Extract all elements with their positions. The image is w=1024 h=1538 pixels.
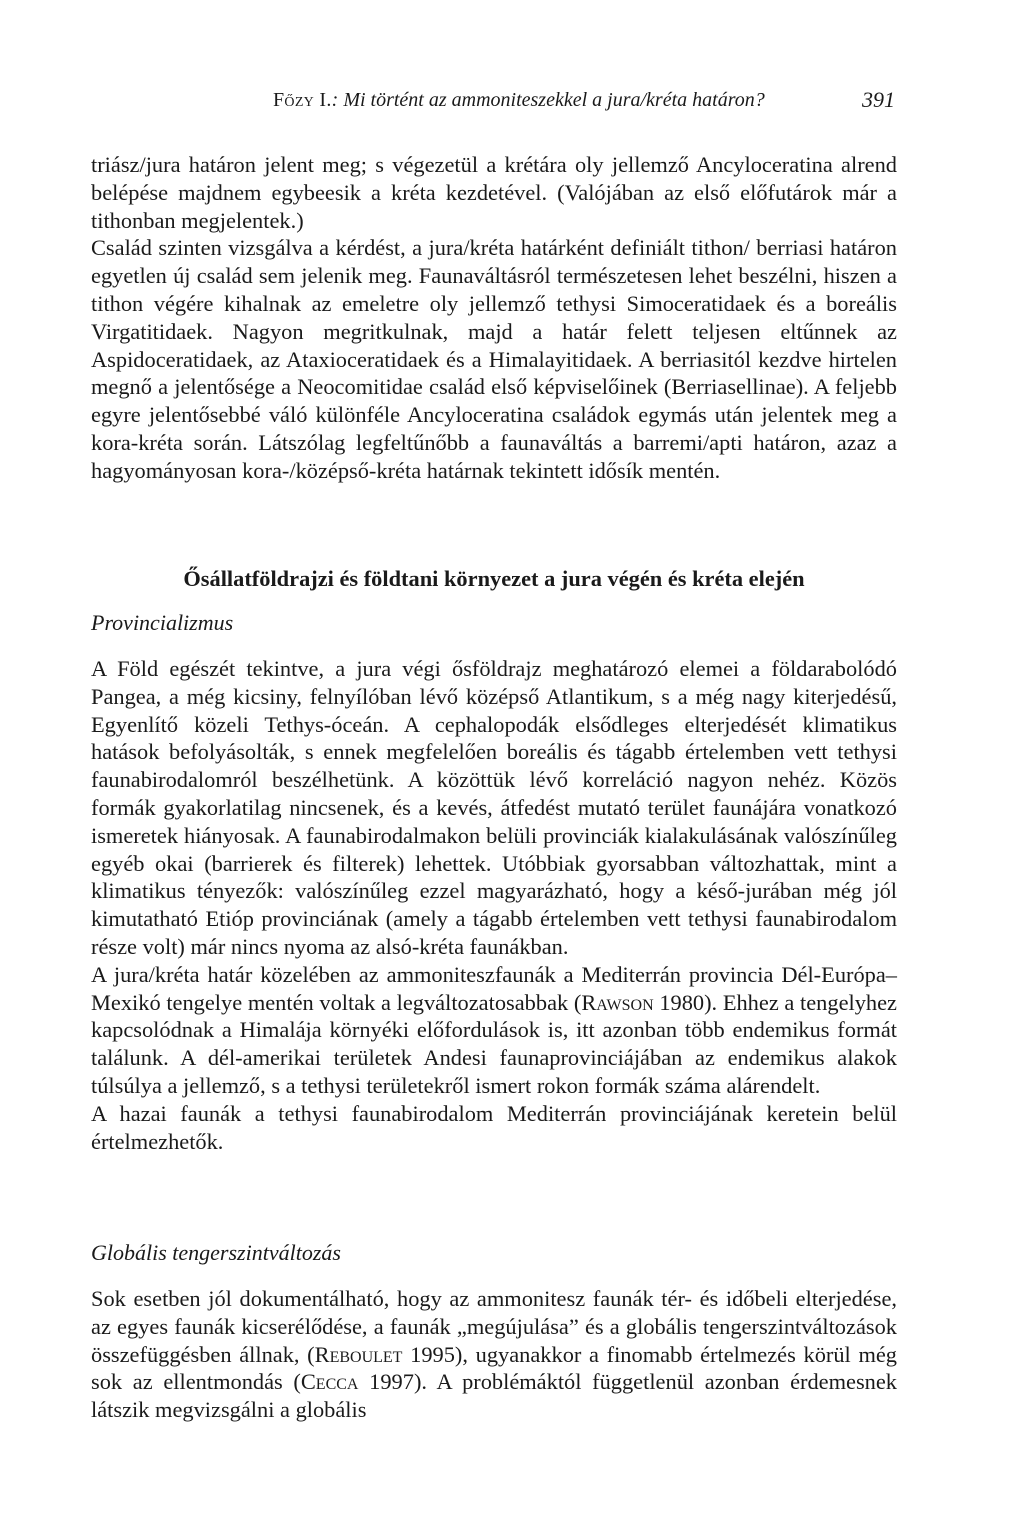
paragraph-provincialism-2-b: 1980). Ehhez a tengelyhez kapcsolódnak a Himalája környéki előfordulások is, itt azonban több endemikus formát találunk. A dél-amerikai területek Andesi faunaprovinciájában az endemikus alakok túlsúlya a jellemző, s a tethysi területekről ismert rokon formák száma alárendelt. xyxy=(91,989,897,1098)
top-text-block xyxy=(91,151,897,485)
subheading-sea-level: Globális tengerszintváltozás xyxy=(91,1240,341,1265)
paragraph-continued: triász/jura határon jelent meg; s végezetül a krétára oly jellemző Ancyloceratina alrend belépése majdnem egybeesik a kréta kezdetével. (Valójában az első előfutárok már a tithonban megjelentek.) xyxy=(91,152,897,233)
page-number: 391 xyxy=(862,87,895,112)
header-title: : Mi történt az ammoniteszekkel a jura/kréta határon? xyxy=(331,89,765,111)
sea-level-text-block xyxy=(91,1285,897,1424)
citation-reboulet: Reboulet xyxy=(314,1341,403,1367)
provincialism-text-block xyxy=(91,655,897,1155)
paragraph-sea-level-1-a: Sok esetben jól dokumentálható, hogy az ammonitesz faunák tér- és időbeli elterjedése, az egyes faunák kicserélődése, a faunák „megújulása” és a globális tengerszintváltozások összefüggésben állnak, ( xyxy=(91,1286,897,1367)
paragraph-sea-level-1-b: 1995), ugyanakkor a finomabb értelmezés körül még sok az ellentmondás ( xyxy=(91,1341,897,1395)
paragraph-provincialism-3: A hazai faunák a tethysi faunabirodalom Mediterrán provinciájának keretein belül értelmezhetők. xyxy=(91,1100,897,1154)
citation-rawson: Rawson xyxy=(581,989,654,1015)
paragraph-sea-level-1 xyxy=(91,1285,897,1424)
paragraph-sea-level-1-c: 1997). A problémáktól függetlenül azonban érdemesnek látszik megvizsgálni a globális xyxy=(91,1369,897,1423)
subheading-provincialism: Provincializmus xyxy=(91,610,234,635)
paragraph-provincialism-2 xyxy=(91,961,897,1100)
paragraph-provincialism-1: A Föld egészét tekintve, a jura végi ősföldrajz meghatározó elemei a földarabolódó Pangea, a még kicsiny, felnyílóban lévő középső Atlantikum, s a még nagy kiterjedésű, Egyenlítő közeli Tethys-óceán. A cephalopodák elsődleges elterjedését klimatikus hatások befolyásolták, s ennek megfelelően boreális és tágabb értelemben vett tethysi faunabirodalomról beszélhetünk. A közöttük lévő korreláció nagyon nehéz. Közös formák gyakorlatilag nincsenek, és a kevés, átfedést mutató terület faunájára vonatkozó ismeretek hiányosak. A faunabirodalmakon belüli provinciák kialakulásának valószínűleg egyéb okai (barrierek és filterek) lehettek. Utóbbiak gyorsabban változhattak, mint a klimatikus tényezők: valószínűleg ezzel magyarázható, hogy a késő-jurában még jól kimutatható Etióp provinciának (amely a tágabb értelemben vett tethysi faunabirodalom része volt) már nincs nyoma az alsó-kréta faunákban. xyxy=(91,656,897,959)
header-author: Főzy I. xyxy=(273,89,332,111)
paragraph-family-level: Család szinten vizsgálva a kérdést, a jura/kréta határként definiált tithon/ berriasi határon egyetlen új család sem jelenik meg. Faunaváltásról természetesen lehet beszélni, hiszen a tithon végére kihalnak az emeletre oly jellemző tethysi Simoceratidaek és a boreális Virgatitidaek. Nagyon megritkulnak, majd a határ felett teljesen eltűnnek az Aspidoceratidaek, az Ataxioceratidaek és a Himalayitidaek. A berriasitól kezdve hirtelen megnő a jelentősége a Neocomitidae család első képviselőinek (Berriasellinae). A feljebb egyre jelentősebbé váló különféle Ancyloceratina családok egymás után jelentek meg a kora-kréta során. Látszólag legfeltűnőbb a faunaváltás a barremi/apti határon, azaz a hagyományosan kora-/középső-kréta határnak tekintett idősík mentén. xyxy=(91,235,897,483)
paragraph-provincialism-2-a: A jura/kréta határ közelében az ammoniteszfaunák a Mediterrán provincia Dél-Európa–Mexikó tengelye mentén voltak a legváltozatosabbak ( xyxy=(91,961,897,1015)
running-header xyxy=(273,86,895,114)
section-title: Ősállatföldrajzi és földtani környezet a jura végén és kréta elején xyxy=(183,566,805,591)
citation-cecca: Cecca xyxy=(300,1369,359,1395)
